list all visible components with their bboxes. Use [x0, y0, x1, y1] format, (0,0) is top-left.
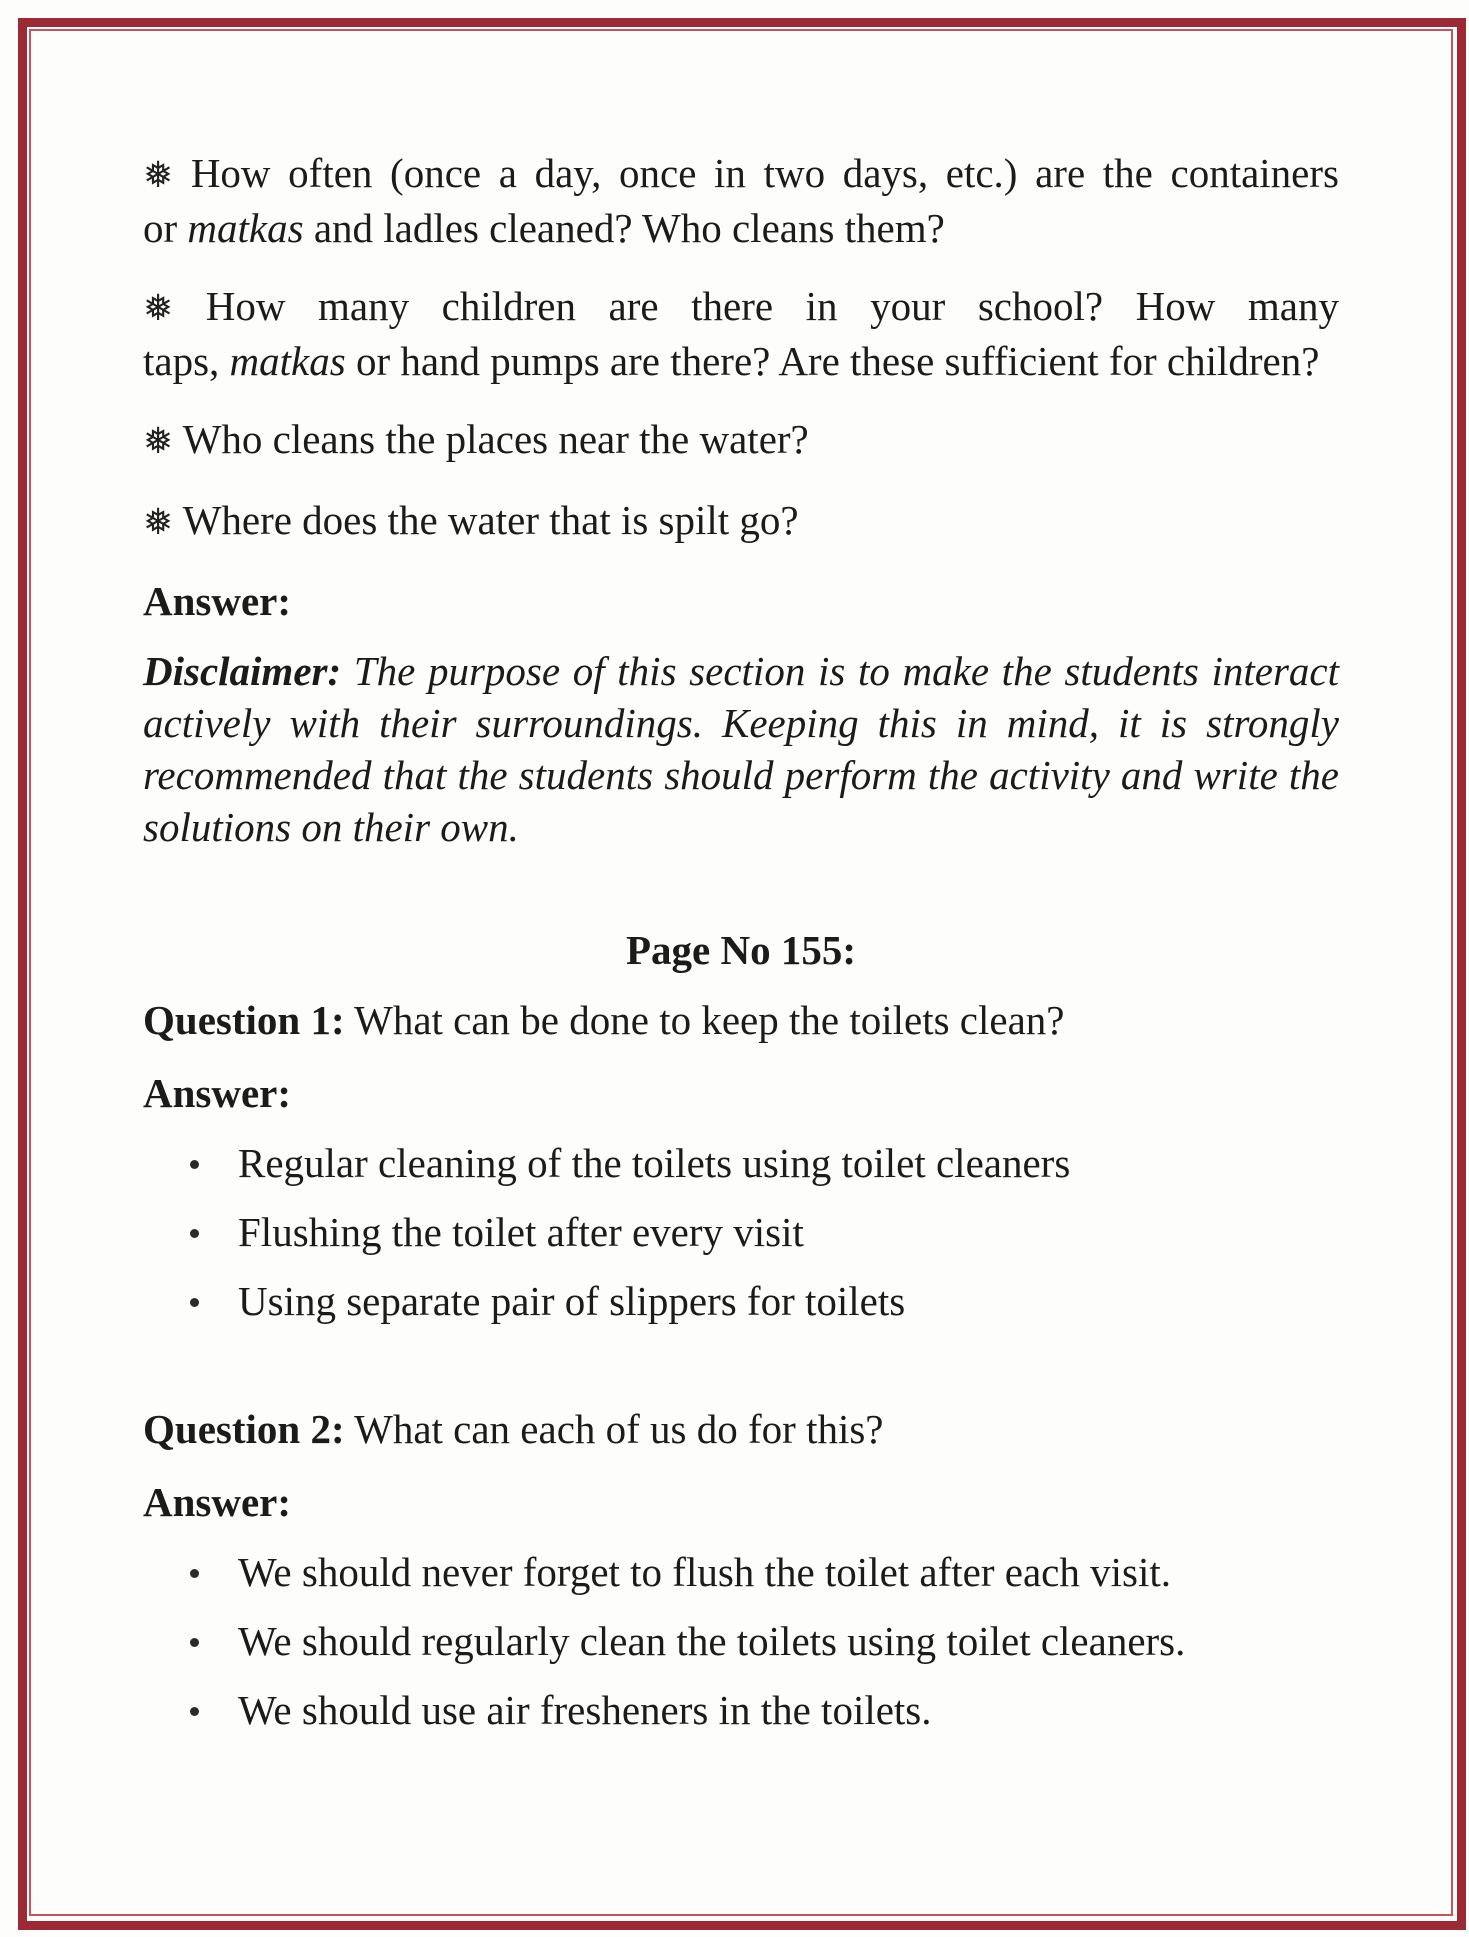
answer-item — [143, 1615, 1339, 1667]
text-line — [143, 202, 1339, 254]
italic-term: matkas — [187, 205, 304, 251]
line-text: Who cleans the places near the water? — [182, 416, 809, 462]
page-heading: Page No 155: — [625, 927, 856, 973]
line-text: taps, — [143, 338, 230, 384]
answer-label: Answer: — [143, 1070, 292, 1116]
question-bullet-item — [143, 494, 1339, 549]
answer-item — [143, 1137, 1339, 1189]
answer-item — [143, 1684, 1339, 1736]
text-line — [143, 335, 1339, 387]
line-text: or — [143, 205, 188, 251]
answer-item — [143, 1546, 1339, 1598]
answers-list — [143, 1546, 1339, 1736]
answers-list — [143, 1137, 1339, 1327]
snowflake-asterisk-icon: ❅ — [143, 502, 174, 543]
line-text: or hand pumps are there? Are these sufficient for children? — [345, 338, 1320, 384]
answer-label: Answer: — [143, 578, 292, 624]
answer-label: Answer: — [143, 1479, 292, 1525]
question-text: What can be done to keep the toilets clean? — [354, 997, 1065, 1043]
question-text: What can each of us do for this? — [354, 1406, 884, 1452]
disclaimer-paragraph — [143, 645, 1339, 853]
question-bullet-item — [143, 147, 1339, 254]
line-text: The purpose of this section is to make the students interact — [353, 648, 1340, 694]
line-text: and ladles cleaned? Who cleans them? — [303, 205, 945, 251]
italic-term: matkas — [229, 338, 346, 384]
answer-text: Flushing the toilet after every visit — [238, 1209, 804, 1255]
snowflake-asterisk-icon: ❅ — [143, 421, 174, 462]
question-bullet-item — [143, 413, 1339, 468]
answer-text: We should never forget to flush the toilet after each visit. — [238, 1549, 1171, 1595]
bullet-dot-icon — [190, 1229, 199, 1238]
question-label: Question 1: — [143, 997, 345, 1043]
bullet-dot-icon — [190, 1638, 199, 1647]
answer-text: Using separate pair of slippers for toilets — [238, 1278, 906, 1324]
bullet-dot-icon — [190, 1569, 199, 1578]
question-label: Question 2: — [143, 1406, 345, 1452]
line-text: Where does the water that is spilt go? — [182, 497, 799, 543]
line-text: How many children are there in your school? How many — [205, 283, 1339, 329]
question-2 — [143, 1403, 1339, 1455]
text-line: solutions on their own. — [143, 804, 519, 850]
text-line — [143, 147, 1339, 202]
question-1 — [143, 994, 1339, 1046]
question-bullet-item — [143, 280, 1339, 387]
answer-text: We should use air fresheners in the toilets. — [238, 1687, 932, 1733]
text-line — [143, 645, 1339, 697]
answer-text: We should regularly clean the toilets using toilet cleaners. — [238, 1618, 1186, 1664]
bullet-dot-icon — [190, 1707, 199, 1716]
bullet-dot-icon — [190, 1160, 199, 1169]
text-line — [143, 494, 1339, 549]
bullet-dot-icon — [190, 1298, 199, 1307]
text-line: actively with their surroundings. Keeping this in mind, it is strongly — [143, 700, 1339, 746]
text-line — [143, 413, 1339, 468]
answer-item — [143, 1275, 1339, 1327]
answer-item — [143, 1206, 1339, 1258]
snowflake-asterisk-icon: ❅ — [143, 288, 174, 329]
snowflake-asterisk-icon: ❅ — [143, 155, 174, 196]
text-line: recommended that the students should perform the activity and write the — [143, 752, 1339, 798]
answer-text: Regular cleaning of the toilets using toilet cleaners — [238, 1140, 1071, 1186]
line-text: How often (once a day, once in two days, etc.) are the containers — [190, 150, 1339, 196]
disclaimer-label: Disclaimer: — [143, 648, 342, 694]
text-line — [143, 280, 1339, 335]
